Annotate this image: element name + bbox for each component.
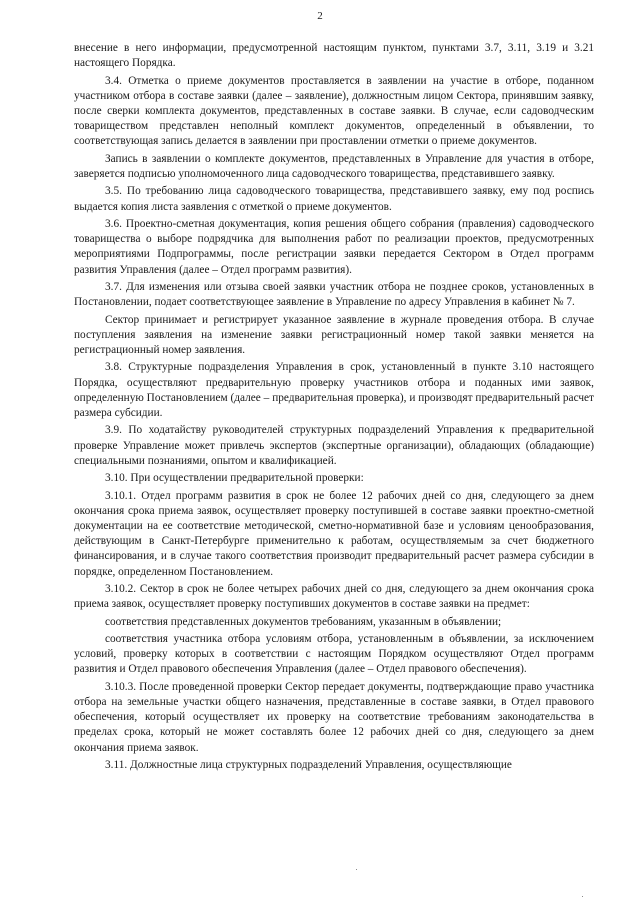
paragraph-3-10: 3.10. При осуществлении предварительной проверки: — [105, 472, 364, 485]
paragraph-3-9: 3.9. По ходатайству руководителей структурных подразделений Управления к предварительной проверке Управление может привлечь экспертов (экспертные организации), обладающих (обладающие) специальными познаниями, опытом и квалификацией. — [74, 424, 594, 467]
paragraph-3-10-1: 3.10.1. Отдел программ развития в срок не более 12 рабочих дней со дня, следующего за днем окончания срока приема заявок, осуществляет проверку поступившей в составе заявки проектно-сметной документации на ее соответствие методической, сметно-нормативной базе и условиям ценообразования, действующим в Санкт-Петербурге применительно к работам, осуществляемым за счет бюджетного финансирования, и в случае такого соответствия производит предварительный расчет размера субсидии в порядке, определенном Постановлением. — [74, 489, 594, 578]
paragraph-3-4-record: Запись в заявлении о комплекте документов, представленных в Управление для участия в отборе, заверяется подписью уполномоченного лица садоводческого товарищества, представившего заявку. — [74, 152, 594, 180]
paragraph-3-10-3: 3.10.3. После проведенной проверки Сектор передает документы, подтверждающие право участника отбора на земельные участки общего назначения, представленные в составе заявки, в Отдел правового обеспечения, который осуществляет их проверку на соответствие требованиям законодательства в пределах срока, который не может составлять более 12 рабочих дней со дня, следующего за днем окончания приема заявок. — [74, 680, 594, 754]
paragraph-3-10-2-item-1: соответствия представленных документов требованиям, указанным в объявлении; — [105, 615, 502, 628]
paragraph-3-7: 3.7. Для изменения или отзыва своей заявки участник отбора не позднее сроков, установленных в Постановлении, подает соответствующее заявление в Управление по адресу Управления в кабинет № 7. — [74, 280, 594, 309]
paragraph-3-5: 3.5. По требованию лица садоводческого товарищества, представившего заявку, ему под роспись выдается копия листа заявления с отметкой о приеме документов. — [74, 185, 594, 213]
scan-speck — [582, 896, 583, 897]
paragraph-3-4: 3.4. Отметка о приеме документов проставляется в заявлении на участие в отборе, поданном участником отбора в составе заявки (далее – заявление), должностным лицом Сектора, принявшим заявку, после сверки комплекта документов, представленных в составе заявки. В случае, если садоводческим товариществом представлен неполный комплект документов, определенный в объявлении, то соответствующая запись делается в заявлении при проставлении отметки о приеме документов. — [74, 74, 594, 148]
paragraph-continuation: внесение в него информации, предусмотренной настоящим пунктом, пунктами 3.7, 3.11, 3.19 и 3.21 настоящего Порядка. — [74, 42, 594, 70]
paragraph-3-10-2-item-2: соответствия участника отбора условиям отбора, установленным в объявлении, за исключением условий, проверку которых в соответствии с настоящим Порядком осуществляют Отдел программ развития и Отдел правового обеспечения Управления (далее – Отдел правового обеспечения). — [74, 632, 594, 676]
paragraph-3-11: 3.11. Должностные лица структурных подразделений Управления, осуществляющие — [105, 758, 512, 771]
paragraph-3-8: 3.8. Структурные подразделения Управления в срок, установленный в пункте 3.10 настоящего Порядка, осуществляют предварительную проверку участников отбора и поданных ими заявок, определенную Постановлением (далее – предварительная проверка), и производят предварительный расчет размера субсидии. — [74, 361, 594, 419]
paragraph-3-6: 3.6. Проектно-сметная документация, копия решения общего собрания (правления) садоводческого товарищества о выборе подрядчика для выполнения работ по реализации проектов, предусмотренных мероприятиями Подпрограммы, после регистрации заявки передается Сектором в Отдел программ развития Управления (далее – Отдел программ развития). — [74, 217, 594, 276]
page-number: 2 — [317, 10, 323, 22]
scan-speck — [356, 869, 357, 870]
paragraph-3-10-2: 3.10.2. Сектор в срок не более четырех рабочих дней со дня, следующего за днем окончания срока приема заявок, осуществляет проверку поступивших документов в составе заявки на предмет: — [74, 582, 594, 611]
paragraph-3-7-registration: Сектор принимает и регистрирует указанное заявление в журнале проведения отбора. В случае поступления заявления на изменение заявки регистрационный номер такой заявки меняется на регистрационный номер заявления. — [74, 313, 594, 356]
document-body — [74, 41, 594, 775]
